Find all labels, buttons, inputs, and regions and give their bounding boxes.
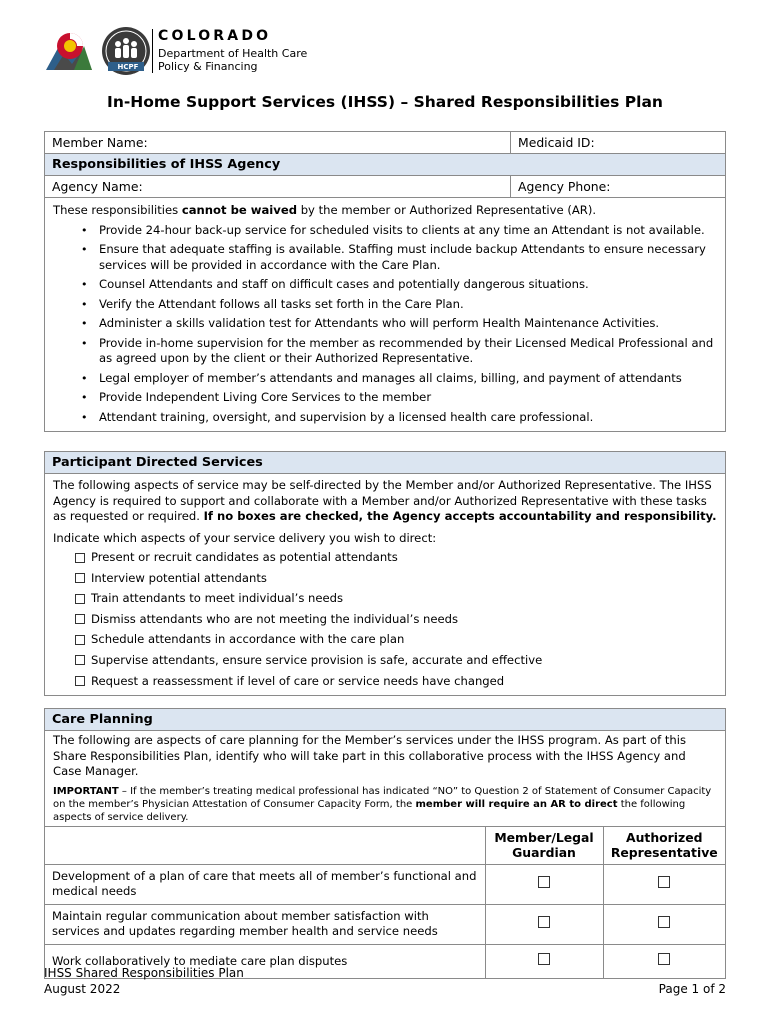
seal-label: HCPF (117, 63, 139, 71)
page-number: Page 1 of 2 (658, 982, 726, 996)
agency-responsibility-list (53, 223, 717, 426)
ar-checkbox-cell (603, 944, 725, 978)
care-planning-table (45, 826, 725, 979)
agency-responsibilities-box (44, 131, 726, 432)
agency-intro-tail: by the member or Authorized Representative (AR). (297, 203, 597, 217)
org-department (158, 47, 307, 73)
list-item (75, 571, 717, 586)
list-item: • Verify the Attendant follows all tasks set forth in the Care Plan. (81, 297, 717, 313)
footer-left (44, 965, 244, 997)
participant-intro-bold: If no boxes are checked, the Agency accepts accountability and responsibility. (203, 509, 717, 523)
list-item (75, 591, 717, 606)
list-item: • Provide 24-hour back-up service for scheduled visits to clients at any time an Attendant is not available. (81, 223, 717, 239)
participant-body (45, 474, 725, 695)
member-checkbox-plan-of-care[interactable] (538, 876, 550, 888)
member-checkbox-communication[interactable] (538, 916, 550, 928)
option-label: Schedule attendants in accordance with the care plan (91, 632, 405, 647)
ar-checkbox-disputes[interactable] (658, 953, 670, 965)
footer-doc-name: IHSS Shared Responsibilities Plan (44, 966, 244, 980)
footer-date: August 2022 (44, 982, 121, 996)
important-tail: the following aspects of service delivery. (53, 798, 686, 823)
list-item (75, 632, 717, 647)
participant-intro-text: The following aspects of service may be self-directed by the Member and/or Authorized Representative. The IHSS Agency is required to support and collaborate with a Member and/or Authorized Representative with these tasks as requested or required. (53, 478, 712, 523)
care-intro: The following are aspects of care planning for the Member’s services under the IHSS program. As part of this Share Responsibilities Plan, identify who will take part in this collaborative process with the IHSS Agency and Case Manager. (53, 733, 687, 778)
org-dept-line2: Policy & Financing (158, 60, 258, 73)
checkbox-supervise[interactable] (75, 655, 85, 665)
care-planning-box (44, 708, 726, 979)
header-divider (152, 29, 153, 73)
participant-prompt: Indicate which aspects of your service delivery you wish to direct: (53, 530, 437, 545)
task-column-header (45, 826, 485, 864)
member-checkbox-cell (485, 944, 603, 978)
participant-section-heading: Participant Directed Services (45, 452, 725, 474)
member-col-line2: Guardian (512, 845, 576, 860)
ar-col-line2: Representative (610, 845, 718, 860)
checkbox-interview[interactable] (75, 573, 85, 583)
member-checkbox-cell (485, 864, 603, 904)
option-label: Dismiss attendants who are not meeting the individual’s needs (91, 611, 459, 626)
list-item: • Administer a skills validation test for Attendants who will perform Health Maintenance Activities. (81, 316, 717, 332)
table-row (45, 864, 725, 904)
table-row (45, 904, 725, 944)
agency-row (45, 176, 725, 198)
checkbox-recruit[interactable] (75, 553, 85, 563)
org-state: COLORADO (158, 28, 272, 44)
agency-intro (53, 203, 717, 219)
care-intro-block (45, 731, 725, 826)
list-item: • Attendant training, oversight, and supervision by a licensed health care professional. (81, 410, 717, 426)
ar-checkbox-cell (603, 904, 725, 944)
agency-name-field[interactable]: Agency Name: (45, 176, 511, 197)
agency-intro-text: These responsibilities (53, 203, 182, 217)
member-checkbox-cell (485, 904, 603, 944)
agency-section-heading: Responsibilities of IHSS Agency (45, 154, 725, 176)
important-text: – If the member’s treating medical professional has indicated “NO” to Question 2 of Statement of Consumer Capacity on the member’s Physician Attestation of Consumer Capacity Form, the (53, 785, 712, 810)
ar-column-header (603, 826, 725, 864)
list-item: • Legal employer of member’s attendants and manages all claims, billing, and payment of attendants (81, 371, 717, 387)
option-label: Request a reassessment if level of care or service needs have changed (91, 673, 505, 688)
care-section-heading: Care Planning (45, 709, 725, 731)
org-dept-line1: Department of Health Care (158, 47, 308, 60)
option-label: Present or recruit candidates as potential attendants (91, 550, 398, 564)
ar-checkbox-plan-of-care[interactable] (658, 876, 670, 888)
list-item: • Counsel Attendants and staff on difficult cases and potentially dangerous situations. (81, 277, 717, 293)
list-item: • Ensure that adequate staffing is available. Staffing must include backup Attendants to ensure necessary services will be provided in accordance with the Care Plan. (81, 242, 717, 273)
checkbox-dismiss[interactable] (75, 614, 85, 624)
org-name (158, 28, 307, 73)
important-label: IMPORTANT (53, 785, 119, 797)
agency-intro-bold: cannot be waived (181, 203, 298, 217)
list-item: • Provide in-home supervision for the member as recommended by their Licensed Medical Professional and as agreed upon by the client or their Authorized Representative. (81, 336, 717, 367)
task-label: Maintain regular communication about member satisfaction with services and updates regarding member health and service needs (45, 904, 485, 944)
member-column-header (485, 826, 603, 864)
list-item: • Provide Independent Living Core Services to the member (81, 390, 717, 406)
checkbox-train[interactable] (75, 594, 85, 604)
ar-checkbox-cell (603, 864, 725, 904)
list-item (75, 674, 717, 689)
task-label: Work collaboratively to mediate care plan disputes (45, 944, 485, 978)
care-important-note (53, 785, 717, 824)
participant-options (53, 550, 717, 689)
list-item (75, 612, 717, 627)
page-title: In-Home Support Services (IHSS) – Shared Responsibilities Plan (107, 93, 663, 111)
option-label: Interview potential attendants (91, 570, 267, 585)
agency-phone-field[interactable]: Agency Phone: (518, 179, 611, 194)
agency-responsibilities (45, 198, 725, 431)
participant-directed-box (44, 451, 726, 696)
ar-col-line1: Authorized (625, 829, 703, 845)
checkbox-schedule[interactable] (75, 635, 85, 645)
medicaid-id-field[interactable]: Medicaid ID: (518, 135, 595, 150)
task-label: Development of a plan of care that meets all of member’s functional and medical needs (45, 864, 485, 904)
checkbox-reassessment[interactable] (75, 676, 85, 686)
table-header-row (45, 826, 725, 864)
list-item (75, 653, 717, 668)
list-item (75, 550, 717, 565)
member-row (45, 132, 725, 154)
participant-intro (53, 478, 717, 525)
member-name-field[interactable]: Member Name: (45, 132, 511, 153)
member-checkbox-disputes[interactable] (538, 953, 550, 965)
option-label: Train attendants to meet individual’s needs (91, 591, 344, 606)
member-col-line1: Member/Legal (494, 829, 594, 845)
colorado-logo-icon (44, 24, 154, 80)
ar-checkbox-communication[interactable] (658, 916, 670, 928)
option-label: Supervise attendants, ensure service provision is safe, accurate and effective (91, 652, 543, 667)
important-bold: member will require an AR to direct (415, 798, 618, 810)
